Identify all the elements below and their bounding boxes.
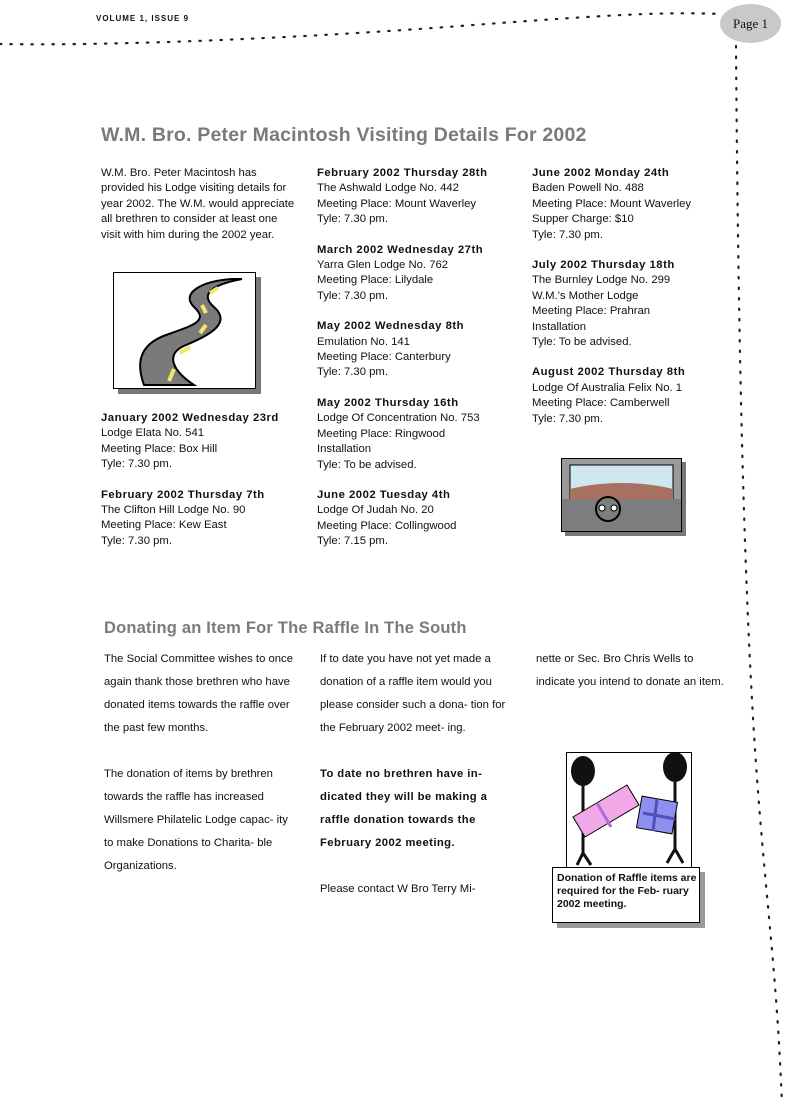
intro-text: W.M. Bro. Peter Macintosh has provided his Lodge visiting details for year 2002. The W.M. would appreciate all brethren to consider at least one visit with him during the 2002 year. xyxy=(101,167,295,241)
raffle-column-2 xyxy=(320,648,516,924)
meeting-place: Meeting Place: Lilydale xyxy=(317,274,434,287)
visit-entry xyxy=(317,396,522,473)
visit-date: June 2002 Tuesday 4th xyxy=(317,488,451,501)
raffle-column-1 xyxy=(104,648,300,901)
raffle-paragraph: The donation of items by brethren towards the raffle has increased Willsmere Philatelic Lodge capac- ity to make Donations to Charita- ble Organizations. xyxy=(104,768,288,872)
tyle-time: Tyle: 7.30 pm. xyxy=(532,228,603,241)
visit-note: Installation xyxy=(532,320,587,333)
tyle-time: Tyle: To be advised. xyxy=(317,458,417,471)
visit-date: February 2002 Thursday 7th xyxy=(101,488,265,501)
visit-date: March 2002 Wednesday 27th xyxy=(317,243,484,256)
visit-entry xyxy=(317,488,522,550)
lodge-name: Yarra Glen Lodge No. 762 xyxy=(317,259,449,272)
volume-issue: VOLUME 1, ISSUE 9 xyxy=(96,14,190,23)
visit-column-3 xyxy=(532,166,727,442)
meeting-place: Meeting Place: Ringwood xyxy=(317,427,446,440)
visit-note: Installation xyxy=(317,443,372,456)
lodge-name: Emulation No. 141 xyxy=(317,335,410,348)
article-title-raffle: Donating an Item For The Raffle In The South xyxy=(104,619,467,637)
road-clipart xyxy=(113,272,256,389)
lodge-name: Lodge Of Concentration No. 753 xyxy=(317,412,480,425)
gift-carriers-clipart xyxy=(566,752,692,868)
visit-column-1 xyxy=(101,411,297,564)
raffle-paragraph: If to date you have not yet made a donation of a raffle item would you please consider such a dona- tion for the February 2002 meet- ing. xyxy=(320,653,506,734)
lodge-name: Lodge Of Judah No. 20 xyxy=(317,504,434,517)
visit-entry xyxy=(101,411,297,473)
raffle-paragraph: The Social Committee wishes to once again thank those brethren who have donated items towards the raffle over the past few months. xyxy=(104,653,293,734)
tyle-time: Tyle: 7.30 pm. xyxy=(532,412,603,425)
meeting-place: Meeting Place: Canterbury xyxy=(317,351,451,364)
meeting-place: Meeting Place: Collingwood xyxy=(317,519,457,532)
tyle-time: Tyle: 7.15 pm. xyxy=(317,535,388,548)
lodge-name: The Burnley Lodge No. 299 xyxy=(532,274,671,287)
article-title-visiting: W.M. Bro. Peter Macintosh Visiting Details For 2002 xyxy=(101,124,587,146)
visit-entry xyxy=(317,243,522,305)
raffle-column-3 xyxy=(536,648,726,717)
visit-date: August 2002 Thursday 8th xyxy=(532,366,686,379)
visit-date: May 2002 Wednesday 8th xyxy=(317,320,465,333)
car-dashboard-clipart xyxy=(561,458,682,532)
tyle-time: Tyle: 7.30 pm. xyxy=(317,366,388,379)
visit-date: May 2002 Thursday 16th xyxy=(317,396,459,409)
lodge-name: Lodge Elata No. 541 xyxy=(101,427,205,440)
visit-date: June 2002 Monday 24th xyxy=(532,167,670,179)
visit-date: July 2002 Thursday 18th xyxy=(532,259,675,272)
meeting-place: Meeting Place: Prahran xyxy=(532,305,651,318)
meeting-place: Meeting Place: Mount Waverley xyxy=(317,197,477,210)
lodge-name: The Clifton Hill Lodge No. 90 xyxy=(101,504,246,517)
visit-entry xyxy=(317,319,522,381)
visit-entry xyxy=(532,166,727,243)
visit-entry xyxy=(532,365,727,427)
visit-date: January 2002 Wednesday 23rd xyxy=(101,412,279,424)
meeting-place: Meeting Place: Box Hill xyxy=(101,442,218,455)
raffle-bold-notice: To date no brethren have in- dicated they will be making a raffle donation towards the February 2002 meeting. xyxy=(320,768,488,849)
meeting-place: Meeting Place: Camberwell xyxy=(532,397,670,410)
tyle-time: Tyle: 7.30 pm. xyxy=(101,458,172,471)
tyle-time: Tyle: 7.30 pm. xyxy=(317,213,388,226)
raffle-caption: Donation of Raffle items are required for the Feb- ruary 2002 meeting. xyxy=(552,867,700,923)
lodge-name: Baden Powell No. 488 xyxy=(532,182,644,195)
visit-entry xyxy=(532,258,727,350)
meeting-place: Meeting Place: Kew East xyxy=(101,519,227,532)
intro-paragraph xyxy=(101,166,297,258)
lodge-name: Lodge Of Australia Felix No. 1 xyxy=(532,381,683,394)
visit-entry xyxy=(317,166,522,228)
visit-note: Supper Charge: $10 xyxy=(532,213,634,226)
page-number-badge: Page 1 xyxy=(720,4,781,43)
visit-entry xyxy=(101,488,297,550)
tyle-time: Tyle: 7.30 pm. xyxy=(317,289,388,302)
visit-date: February 2002 Thursday 28th xyxy=(317,167,488,179)
meeting-place: Meeting Place: Mount Waverley xyxy=(532,197,692,210)
raffle-paragraph: Please contact W Bro Terry Mi- xyxy=(320,883,476,895)
visit-column-2 xyxy=(317,166,522,565)
tyle-time: Tyle: To be advised. xyxy=(532,336,632,349)
tyle-time: Tyle: 7.30 pm. xyxy=(101,534,172,547)
visit-note: W.M.'s Mother Lodge xyxy=(532,289,639,302)
lodge-name: The Ashwald Lodge No. 442 xyxy=(317,182,459,195)
raffle-paragraph: nette or Sec. Bro Chris Wells to indicate you intend to donate an item. xyxy=(536,653,724,688)
